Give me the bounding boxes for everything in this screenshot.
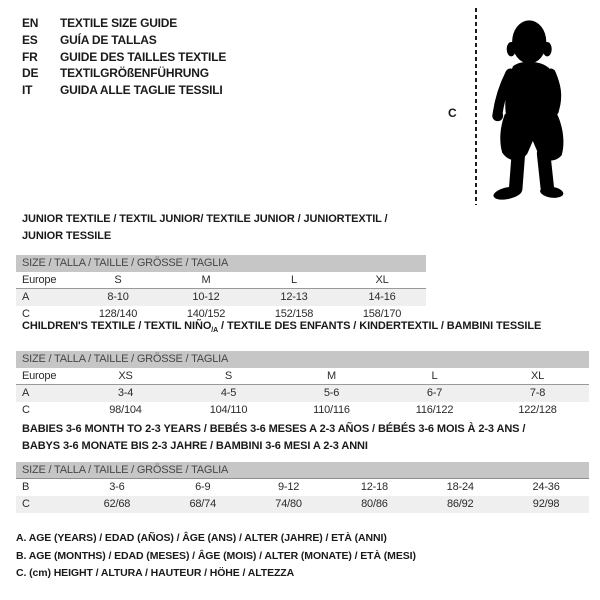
size-cell: 86/92 — [446, 498, 474, 510]
table-title-line — [22, 211, 426, 244]
table-title-line — [22, 438, 589, 455]
size-table-2 — [16, 318, 589, 419]
size-cell: 68/74 — [189, 498, 216, 510]
size-cell: 128/140 — [98, 308, 138, 320]
size-cell: 92/98 — [532, 498, 560, 510]
table-row-europe — [16, 368, 589, 385]
guide-title-en: TEXTILE SIZE GUIDE — [60, 16, 178, 30]
size-cell: 104/110 — [209, 403, 248, 416]
size-cell: 3-4 — [117, 386, 134, 399]
language-code: DE — [22, 66, 39, 81]
size-cell: 3-6 — [109, 481, 125, 493]
guide-title-es: GUÍA DE TALLAS — [60, 32, 157, 47]
size-cell: L — [291, 274, 297, 286]
size-cell: 98/104 — [109, 403, 142, 416]
row-label: C — [22, 498, 30, 510]
table-rows — [16, 368, 589, 419]
size-cell: M — [327, 369, 336, 382]
size-cell: XS — [118, 369, 133, 382]
language-code: ES — [22, 32, 38, 47]
legend-line-c: C. (cm) HEIGHT / ALTURA / HAUTEUR / HÖHE / ALTEZZA — [16, 567, 295, 579]
table-row-c — [16, 402, 589, 419]
size-cell: 122/128 — [518, 403, 557, 416]
size-header-bar: SIZE / TALLA / TAILLE / GRÖSSE / TAGLIA — [16, 351, 589, 368]
row-label: Europe — [22, 274, 57, 286]
baby-silhouette — [486, 4, 594, 214]
size-header-bar: SIZE / TALLA / TAILLE / GRÖSSE / TAGLIA — [16, 462, 589, 479]
size-cell: 7-8 — [529, 386, 546, 399]
size-cell: 4-5 — [220, 386, 237, 399]
language-row-fr — [22, 49, 226, 66]
table-title-2 — [16, 318, 589, 340]
size-cell: XL — [530, 369, 545, 382]
table-title-3 — [16, 421, 589, 454]
table-title-line — [22, 421, 589, 438]
size-cell: 116/122 — [415, 403, 454, 416]
size-cell: 18-24 — [446, 481, 474, 493]
size-cell: 62/68 — [103, 498, 131, 510]
size-cell: 10-12 — [192, 291, 220, 303]
size-cell: L — [431, 369, 438, 382]
table-row-a — [16, 385, 589, 402]
row-label: B — [22, 481, 30, 493]
size-cell: 140/152 — [186, 308, 226, 320]
guide-title-it: GUIDA ALLE TAGLIE TESSILI — [60, 83, 223, 98]
table-title-segment: BABIES 3-6 MONTH TO 2-3 YEARS / BEBÉS 3-6 MESES A 2-3 AÑOS / BÉBÉS 3-6 MOIS À 2-3 ANS / — [22, 423, 526, 435]
size-cell: M — [201, 274, 211, 286]
height-measure-dashed-line — [475, 8, 477, 205]
table-title-1 — [16, 211, 426, 244]
size-cell: S — [224, 369, 233, 382]
guide-title-fr: GUIDE DES TAILLES TEXTILE — [60, 49, 227, 64]
height-marker-label: C — [448, 106, 457, 120]
size-table-3 — [16, 421, 589, 513]
guide-title-de: TEXTILGRÖßENFÜHRUNG — [60, 66, 209, 81]
legend-line-b: B. AGE (MONTHS) / EDAD (MESES) / ÂGE (MOIS) / ALTER (MONATE) / ETÀ (MESI) — [16, 549, 416, 562]
size-cell: 8-10 — [107, 291, 129, 303]
table-row-europe — [16, 272, 426, 289]
language-code: EN — [22, 16, 39, 30]
size-cell: 24-36 — [532, 481, 560, 493]
table-title-segment: /A — [211, 327, 219, 335]
size-cell: 158/170 — [362, 308, 402, 320]
language-code: FR — [22, 49, 38, 64]
size-cell: 5-6 — [323, 386, 340, 399]
size-cell: S — [114, 274, 122, 286]
size-cell: 152/158 — [274, 308, 314, 320]
table-row-c — [16, 496, 589, 513]
row-label: C — [22, 308, 30, 320]
size-cell: XL — [375, 274, 389, 286]
measurement-legend — [16, 530, 416, 583]
table-title-segment: CHILDREN'S TEXTILE / TEXTIL NIÑO — [22, 320, 212, 332]
size-cell: 6-7 — [426, 386, 443, 399]
table-row-a — [16, 289, 426, 306]
table-title-segment: BABYS 3-6 MONATE BIS 2-3 JAHRE / BAMBINI 3-6 MESI A 2-3 ANNI — [22, 439, 368, 452]
size-cell: 9-12 — [277, 481, 300, 493]
size-cell: 12-13 — [280, 291, 308, 303]
language-row-en — [22, 15, 226, 32]
size-header-bar: SIZE / TALLA / TAILLE / GRÖSSE / TAGLIA — [16, 255, 426, 272]
table-rows — [16, 272, 426, 323]
language-code: IT — [22, 83, 33, 98]
row-label: A — [22, 291, 30, 303]
language-row-it — [22, 82, 226, 99]
table-row-b — [16, 479, 589, 496]
table-title-segment: / TEXTILE DES ENFANTS / KINDERTEXTIL / BAMBINI TESSILE — [218, 320, 542, 332]
size-table-1 — [16, 211, 426, 323]
language-row-de — [22, 65, 226, 82]
size-cell: 14-16 — [368, 291, 396, 303]
row-label: A — [22, 386, 30, 399]
size-cell: 12-18 — [360, 481, 388, 493]
row-label: Europe — [22, 369, 57, 382]
table-title-line — [22, 318, 589, 340]
language-title-list — [22, 15, 226, 99]
size-cell: 74/80 — [275, 498, 302, 510]
table-rows — [16, 479, 589, 513]
size-cell: 6-9 — [195, 481, 211, 493]
size-cell: 110/116 — [313, 403, 350, 416]
table-title-segment: JUNIOR TEXTILE / TEXTIL JUNIOR/ TEXTILE JUNIOR / JUNIORTEXTIL / JUNIOR TESSILE — [22, 213, 388, 242]
legend-line-a: A. AGE (YEARS) / EDAD (AÑOS) / ÂGE (ANS) / ALTER (JAHRE) / ETÀ (ANNI) — [16, 532, 387, 544]
size-cell: 80/86 — [361, 498, 388, 510]
language-row-es — [22, 32, 226, 49]
row-label: C — [22, 403, 30, 416]
